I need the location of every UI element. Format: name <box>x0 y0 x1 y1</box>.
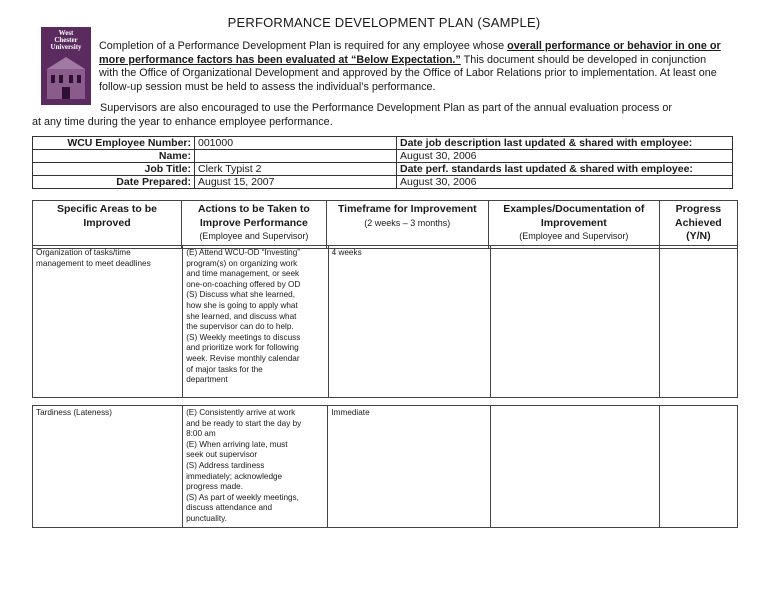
building-icon <box>45 55 87 101</box>
row-timeframe: Immediate <box>328 406 491 528</box>
employee-info-table <box>32 136 733 189</box>
employee-number-value: 001000 <box>195 137 397 150</box>
row-area: Tardiness (Lateness) <box>33 406 183 528</box>
row-examples <box>491 406 660 528</box>
university-logo <box>41 27 91 105</box>
table-row <box>32 405 738 528</box>
intro-text-1: Completion of a Performance Development Plan is required for any employee whose <box>99 40 508 52</box>
supervisors-note <box>32 102 732 129</box>
row-actions: (E) Attend WCU-OD “Investing” program(s) on organizing work and time management, or seek one-on-coaching offered by OD (S) Discuss what she learned, how she is going to apply what she learned, and discuss what the supervisor can do to help. (S) Weekly meetings to discuss and prioritize work for following week. Revise monthly calendar of major tasks for the department <box>183 246 328 398</box>
header-areas: Specific Areas to be Improved <box>33 201 182 249</box>
supervisors-note-line-2: at any time during the year to enhance employee performance. <box>32 115 333 128</box>
header-timeframe: Timeframe for Improvement (2 weeks – 3 months) <box>326 201 488 249</box>
row-area: Organization of tasks/time management to meet deadlines <box>33 246 183 398</box>
name-label: Name: <box>33 150 195 163</box>
supervisors-note-line-1: Supervisors are also encouraged to use the Performance Development Plan as part of the annual evaluation process or <box>100 102 672 114</box>
employee-number-label: WCU Employee Number: <box>33 137 195 150</box>
date-prepared-value: August 15, 2007 <box>195 176 397 189</box>
perf-std-label: Date perf. standards last updated & shared with employee: <box>397 163 733 176</box>
row-progress <box>660 246 738 398</box>
logo-line-1: West <box>58 29 74 37</box>
job-title-label: Job Title: <box>33 163 195 176</box>
intro-text-2: This document should be developed in conjunction with the Office of Organizational Development and approved by the Office of Labor Relations prior to implementation. At least one follow-up session must be held to assess the individual’s performance. <box>99 53 717 93</box>
perf-std-date: August 30, 2006 <box>397 176 733 189</box>
logo-line-2: Chester <box>54 36 78 44</box>
row-timeframe: 4 weeks <box>328 246 491 398</box>
intro-paragraph <box>99 40 724 94</box>
header-examples: Examples/Documentation of Improvement (Employee and Supervisor) <box>488 201 659 249</box>
header-actions: Actions to be Taken to Improve Performance (Employee and Supervisor) <box>182 201 327 249</box>
logo-line-3: University <box>50 43 82 51</box>
table-row <box>32 245 738 398</box>
page-title: PERFORMANCE DEVELOPMENT PLAN (SAMPLE) <box>227 15 541 30</box>
job-desc-date: August 30, 2006 <box>397 150 733 163</box>
job-desc-label: Date job description last updated & shared with employee: <box>397 137 733 150</box>
intro-emphasis: overall performance or behavior in one or more performance factors has been evaluated at “Below Expectation.” <box>99 40 721 66</box>
job-title-value: Clerk Typist 2 <box>195 163 397 176</box>
header-progress: Progress Achieved (Y/N) <box>659 201 737 249</box>
plan-table-header <box>32 200 738 249</box>
row-examples <box>491 246 660 398</box>
row-actions: (E) Consistently arrive at work and be ready to start the day by 8:00 am (E) When arriving late, must seek out supervisor (S) Address tardiness immediately; acknowledge progress made. (S) As part of weekly meetings, discuss attendance and punctuality. <box>183 406 328 528</box>
name-value <box>195 150 397 163</box>
date-prepared-label: Date Prepared: <box>33 176 195 189</box>
row-progress <box>660 406 738 528</box>
